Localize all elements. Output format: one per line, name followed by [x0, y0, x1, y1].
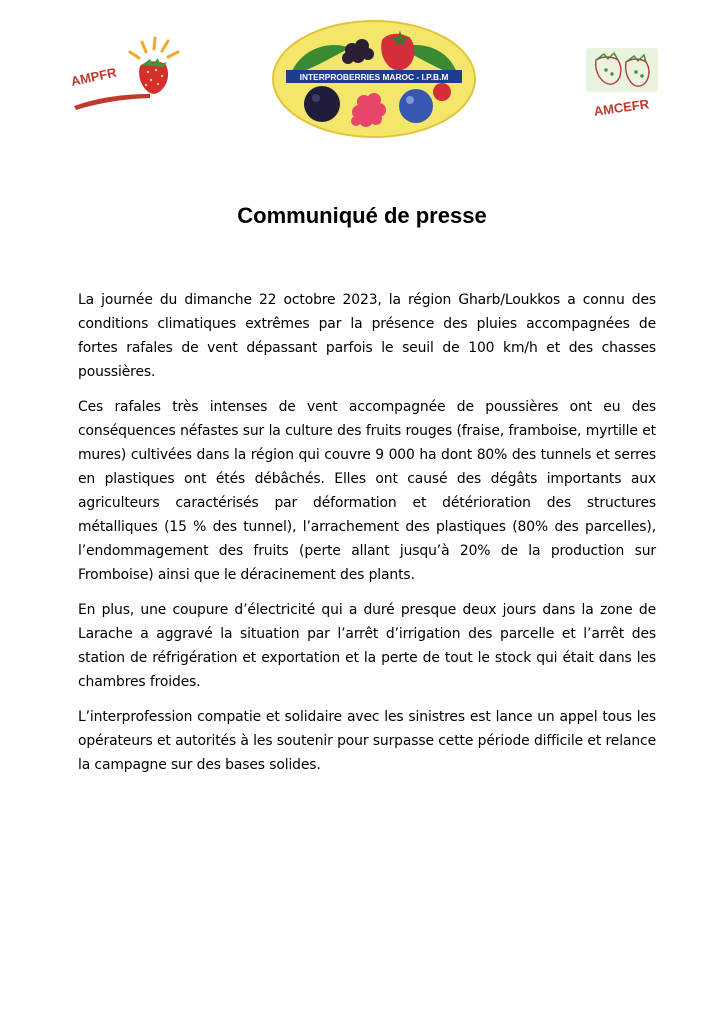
press-release-body [78, 288, 656, 788]
paragraph-2: Ces rafales très intenses de vent accompagnée de poussières ont eu des conséquences néfastes sur la culture des fruits rouges (fraise, framboise, myrtille et mures) cultivées dans la région qui couvre 9 000 ha dont 80% des tunnels et serres en plastiques ont étés débâchés. Elles ont causé des dégâts importants aux agriculteurs caractérisés par déformation et détérioration des structures métalliques (15 % des tunnel), l’arrachement des plastiques (80% des parcelles), l’endommagement des fruits (perte allant jusqu’à 20% de la production sur Fromboise) ainsi que le déracinement des plants. [78, 399, 656, 583]
interproberries-logo-text: INTERPROBERRIES MAROC - I.P.B.M [299, 72, 449, 82]
interproberries-logo [270, 18, 478, 140]
amcefr-logo-text: AMCEFR [592, 96, 650, 119]
strawberry-sketch-icon [582, 46, 662, 120]
page-title: Communiqué de presse [237, 203, 487, 228]
amcefr-logo [582, 46, 662, 120]
paragraph-4: L’interprofession compatie et solidaire avec les sinistres est lance un appel tous les opérateurs et autorités à les soutenir pour surpasse cette période difficile et relance la campagne sur des bases solides. [78, 709, 656, 773]
ampfr-logo [66, 32, 184, 112]
berries-oval-icon [270, 18, 478, 140]
ampfr-logo-text: AMPFR [69, 64, 118, 89]
strawberry-sun-icon [66, 32, 184, 112]
paragraph-1: La journée du dimanche 22 octobre 2023, la région Gharb/Loukkos a connu des conditions climatiques extrêmes par la présence des pluies accompagnées de fortes rafales de vent dépassant parfois le seuil de 100 km/h et des chasses poussières. [78, 292, 656, 380]
paragraph-3: En plus, une coupure d’électricité qui a duré presque deux jours dans la zone de Larache a aggravé la situation par l’arrêt d’irrigation des parcelle et l’arrêt des station de réfrigération et exportation et la perte de tout le stock qui était dans les chambres froides. [78, 602, 656, 690]
